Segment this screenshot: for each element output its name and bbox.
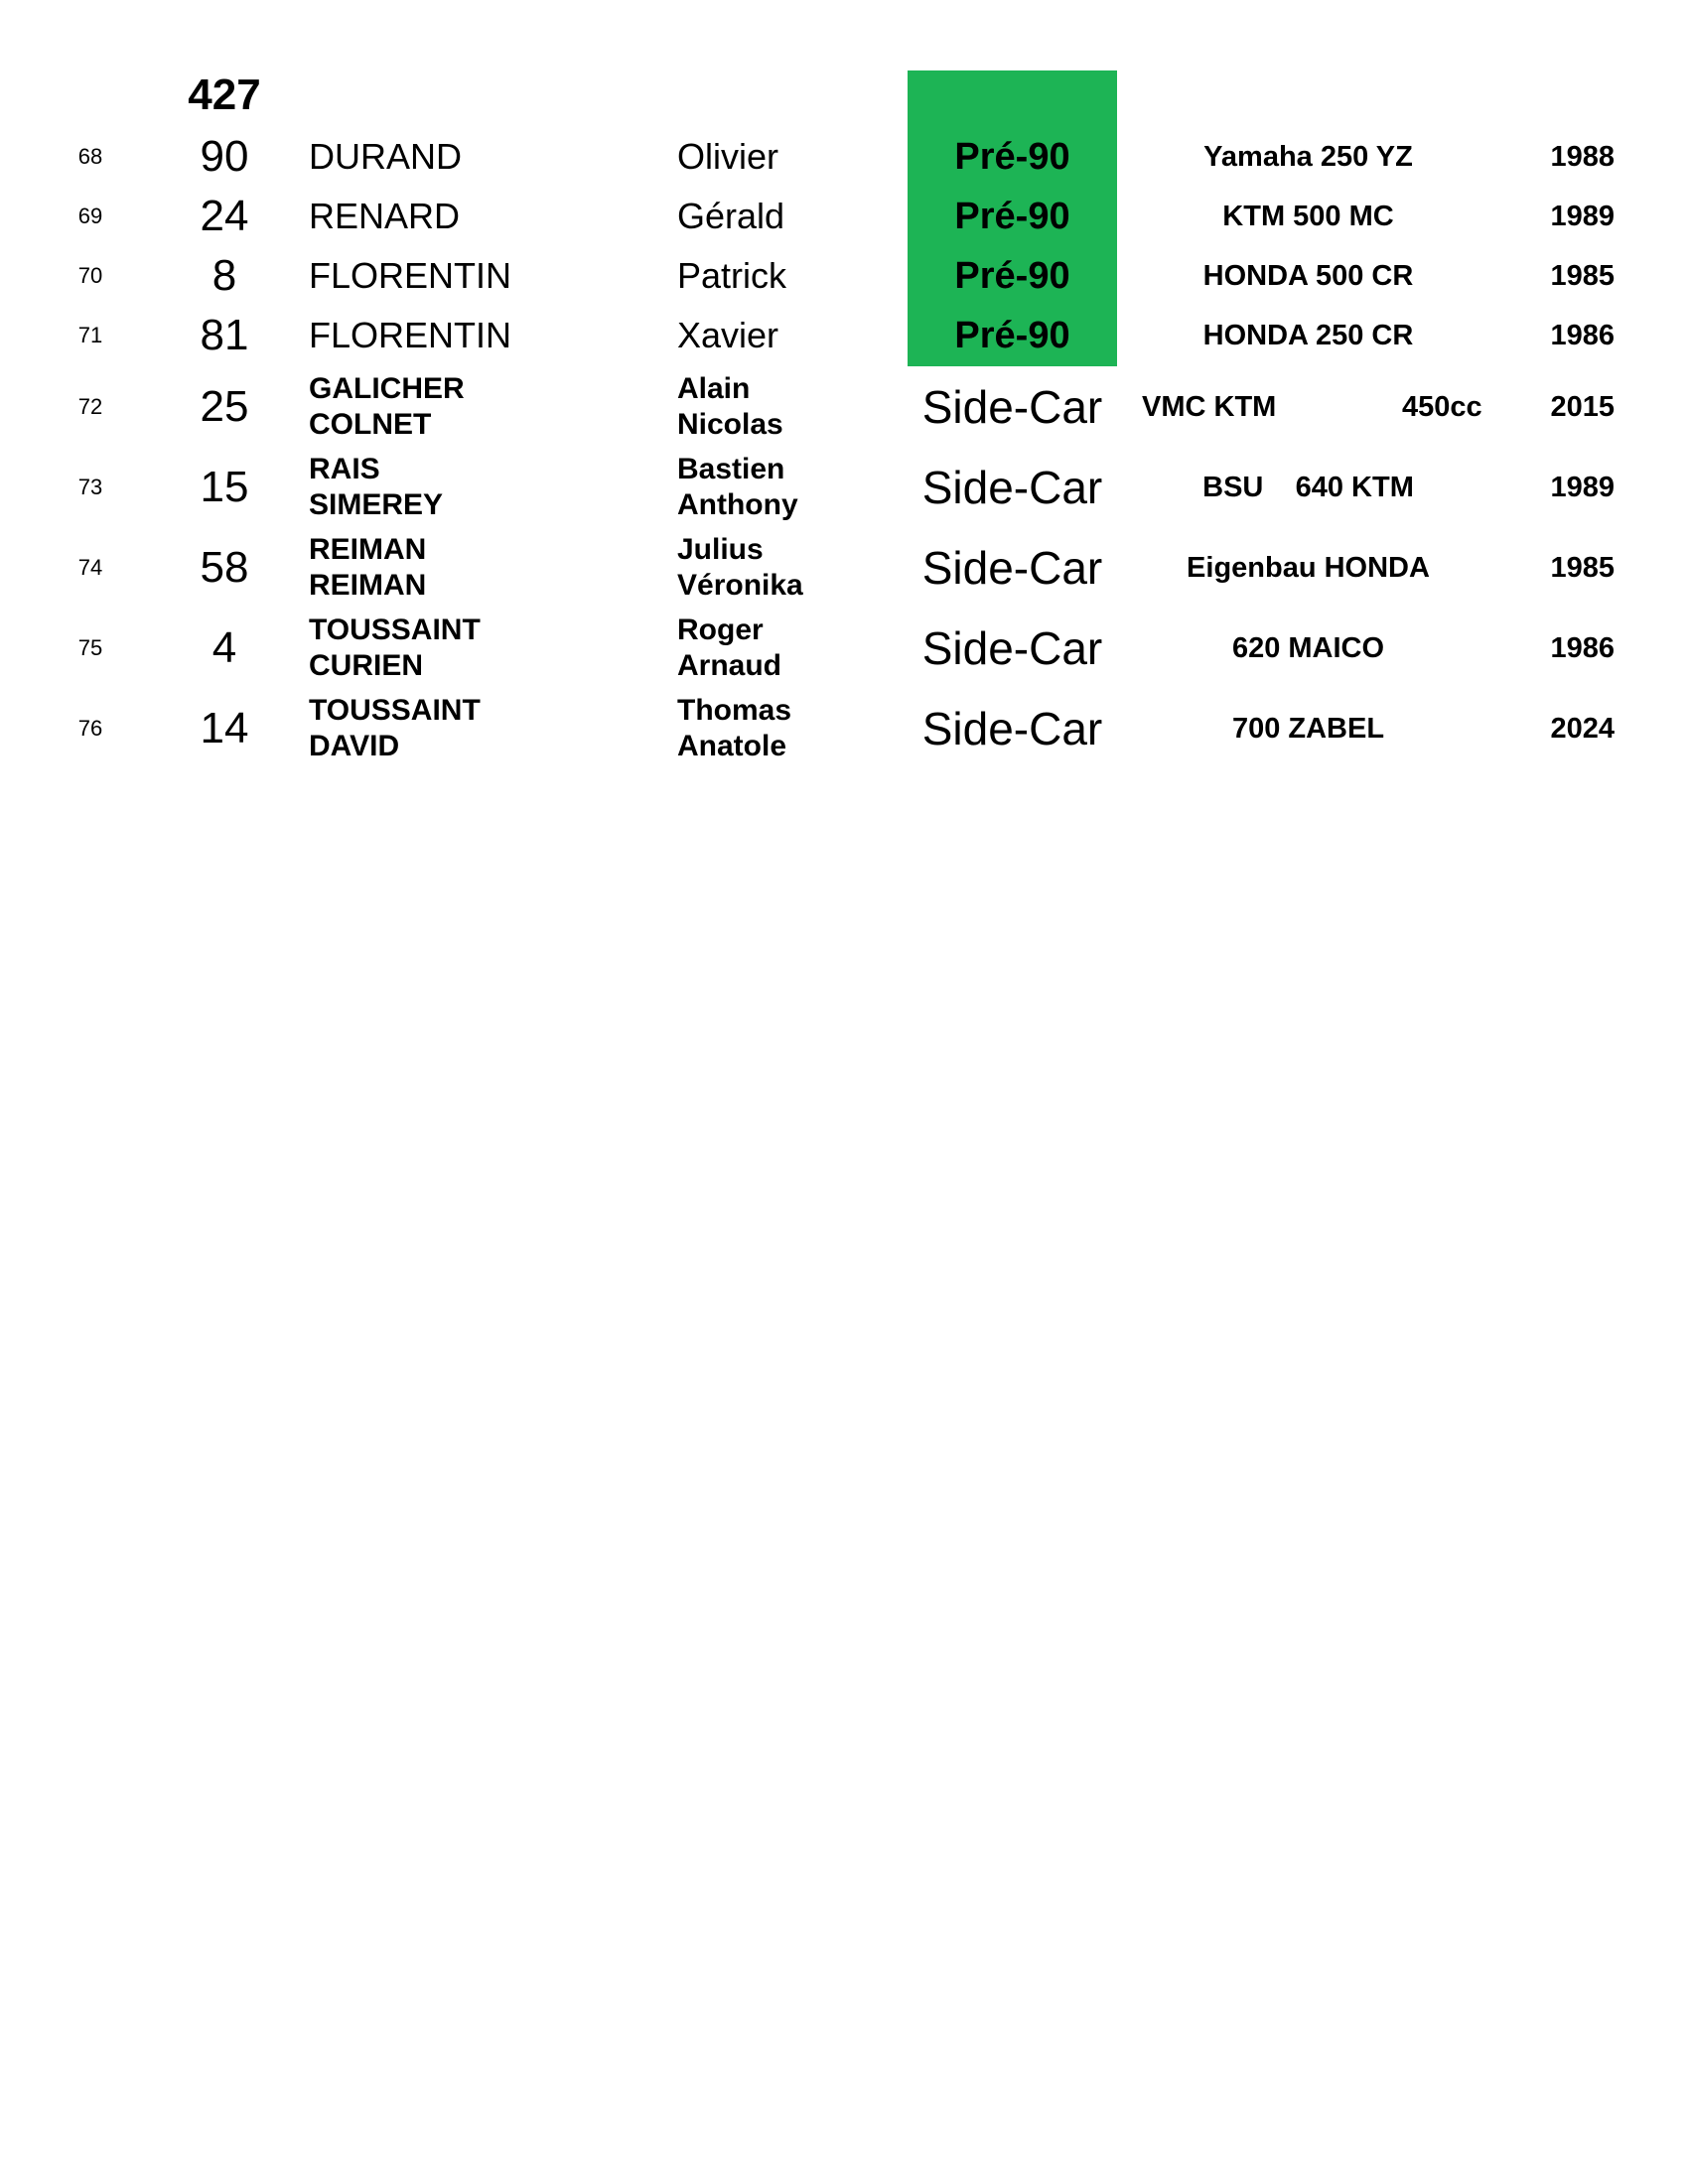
driver-first-name: Bastien bbox=[677, 453, 785, 485]
driver-first-name: Julius bbox=[677, 533, 764, 566]
motorcycle: KTM 500 MC bbox=[1222, 200, 1394, 232]
driver-last-name: TOUSSAINT bbox=[309, 614, 481, 646]
first-names bbox=[677, 448, 896, 527]
last-names bbox=[309, 609, 646, 688]
driver-first-name: Alain bbox=[677, 372, 751, 405]
passenger-last-name: SIMEREY bbox=[309, 488, 444, 521]
entry-count: 427 bbox=[188, 70, 261, 119]
year: 2015 bbox=[1550, 390, 1615, 423]
year: 2024 bbox=[1550, 712, 1615, 745]
year: 1989 bbox=[1550, 471, 1615, 503]
passenger-last-name: DAVID bbox=[309, 730, 400, 762]
bib-number: 90 bbox=[200, 132, 249, 181]
last-name: DURAND bbox=[309, 136, 463, 177]
bib-number: 4 bbox=[211, 623, 237, 672]
last-names bbox=[309, 367, 646, 447]
driver-last-name: TOUSSAINT bbox=[309, 694, 481, 727]
first-names bbox=[677, 528, 896, 608]
driver-last-name: REIMAN bbox=[309, 533, 427, 566]
category-label: Pré-90 bbox=[954, 195, 1070, 237]
category-label: Side-Car bbox=[921, 703, 1103, 754]
table-row bbox=[0, 448, 1688, 527]
bib-number: 15 bbox=[200, 463, 249, 511]
first-names bbox=[677, 367, 896, 447]
row-position: 72 bbox=[77, 394, 103, 419]
first-names bbox=[677, 609, 896, 688]
motorcycle: HONDA 250 CR bbox=[1202, 319, 1414, 351]
motorcycle: 700 ZABEL bbox=[1231, 712, 1385, 745]
passenger-first-name: Anatole bbox=[677, 730, 787, 762]
first-name: Patrick bbox=[677, 255, 787, 296]
row-position: 76 bbox=[77, 716, 103, 741]
first-name: Olivier bbox=[677, 136, 779, 177]
year: 1985 bbox=[1550, 259, 1615, 292]
driver-first-name: Thomas bbox=[677, 694, 792, 727]
row-position: 71 bbox=[77, 323, 103, 347]
motorcycle-displacement: 450cc bbox=[1402, 390, 1482, 423]
first-names bbox=[677, 689, 896, 768]
row-position: 74 bbox=[77, 555, 103, 580]
table-row bbox=[0, 306, 1688, 365]
last-name: FLORENTIN bbox=[309, 255, 512, 296]
year: 1986 bbox=[1550, 631, 1615, 664]
passenger-last-name: REIMAN bbox=[309, 569, 427, 602]
last-name: FLORENTIN bbox=[309, 315, 512, 355]
bib-number: 25 bbox=[200, 382, 249, 431]
year: 1989 bbox=[1550, 200, 1615, 232]
first-name: Xavier bbox=[677, 315, 779, 355]
table-row bbox=[0, 246, 1688, 306]
table-row bbox=[0, 367, 1688, 447]
row-position: 75 bbox=[77, 635, 103, 660]
motorcycle-make: VMC KTM bbox=[1142, 390, 1277, 423]
last-names bbox=[309, 528, 646, 608]
category-label: Pré-90 bbox=[954, 135, 1070, 178]
passenger-first-name: Arnaud bbox=[677, 649, 781, 682]
motorcycle: Yamaha 250 YZ bbox=[1203, 140, 1413, 173]
row-position: 73 bbox=[77, 475, 103, 499]
passenger-first-name: Anthony bbox=[677, 488, 798, 521]
table-row bbox=[0, 127, 1688, 187]
year: 1988 bbox=[1550, 140, 1615, 173]
last-names bbox=[309, 689, 646, 768]
driver-first-name: Roger bbox=[677, 614, 764, 646]
passenger-first-name: Nicolas bbox=[677, 408, 783, 441]
table-row bbox=[0, 689, 1688, 768]
bib-number: 8 bbox=[211, 251, 237, 300]
motorcycle: HONDA 500 CR bbox=[1202, 259, 1414, 292]
category-label: Side-Car bbox=[921, 542, 1103, 594]
passenger-last-name: COLNET bbox=[309, 408, 432, 441]
last-names bbox=[309, 448, 646, 527]
category-label: Pré-90 bbox=[954, 314, 1070, 356]
first-name: Gérald bbox=[677, 196, 785, 236]
driver-last-name: GALICHER bbox=[309, 372, 465, 405]
bib-number: 81 bbox=[200, 311, 249, 359]
table-row bbox=[0, 528, 1688, 608]
bib-number: 24 bbox=[200, 192, 249, 240]
category-label: Pré-90 bbox=[954, 254, 1070, 297]
row-position: 69 bbox=[77, 204, 103, 228]
motorcycle: 620 MAICO bbox=[1231, 631, 1385, 664]
motorcycle: BSU 640 KTM bbox=[1202, 471, 1414, 503]
row-position: 70 bbox=[77, 263, 103, 288]
bib-number: 14 bbox=[200, 704, 249, 752]
passenger-last-name: CURIEN bbox=[309, 649, 424, 682]
row-position: 68 bbox=[77, 144, 103, 169]
bib-number: 58 bbox=[200, 543, 249, 592]
table-row bbox=[0, 187, 1688, 246]
motorcycle: Eigenbau HONDA bbox=[1187, 551, 1430, 584]
year: 1985 bbox=[1550, 551, 1615, 584]
category-label: Side-Car bbox=[921, 462, 1103, 513]
table-row bbox=[0, 609, 1688, 688]
category-label: Side-Car bbox=[921, 381, 1103, 433]
driver-last-name: RAIS bbox=[309, 453, 380, 485]
last-name: RENARD bbox=[309, 196, 461, 236]
passenger-first-name: Véronika bbox=[677, 569, 803, 602]
year: 1986 bbox=[1550, 319, 1615, 351]
category-label: Side-Car bbox=[921, 622, 1103, 674]
